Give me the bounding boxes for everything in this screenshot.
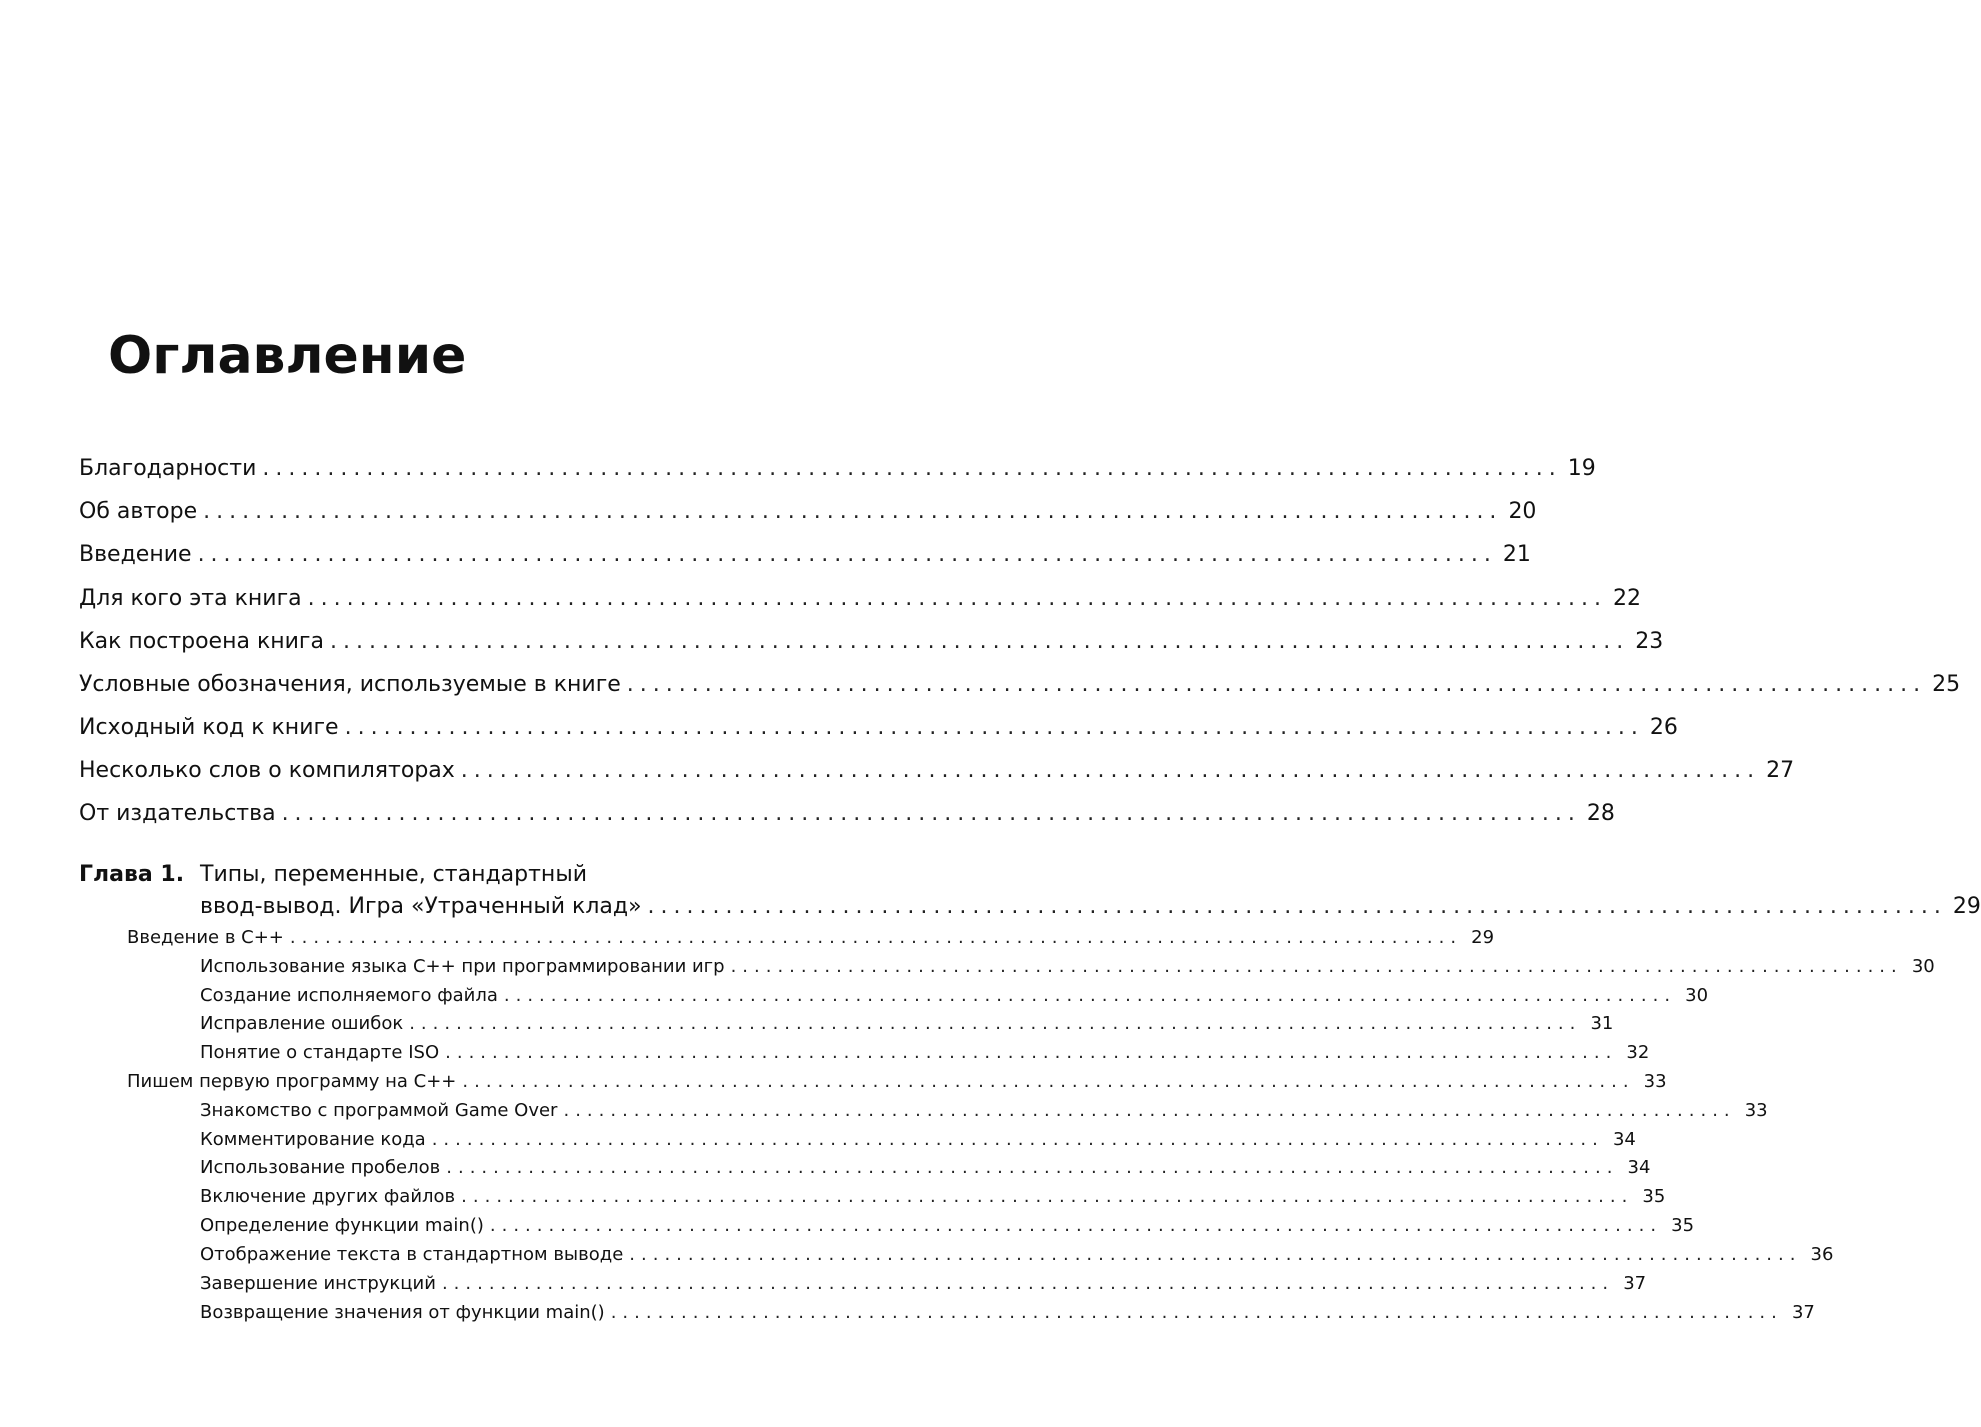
toc-leader: .................................................................................................... bbox=[262, 456, 1562, 481]
toc-subsection[interactable] bbox=[200, 985, 1709, 1006]
toc-subsection[interactable] bbox=[200, 1273, 1647, 1294]
toc-leader: .................................................................................................... bbox=[197, 542, 1497, 567]
toc-subsection[interactable] bbox=[200, 1157, 1651, 1178]
toc-leader: .................................................................................................... bbox=[445, 1042, 1618, 1063]
toc-entry-label: Об авторе bbox=[79, 499, 198, 524]
toc-page-number: 23 bbox=[1635, 629, 1664, 654]
toc-subsection[interactable] bbox=[200, 1013, 1614, 1034]
toc-entry[interactable] bbox=[79, 801, 1615, 826]
toc-subsection-label: Комментирование кода bbox=[200, 1129, 426, 1150]
toc-page-number: 21 bbox=[1502, 542, 1531, 567]
toc-page-number: 19 bbox=[1567, 456, 1596, 481]
toc-entry-label: Исходный код к книге bbox=[79, 715, 339, 740]
toc-leader: .................................................................................................... bbox=[503, 985, 1677, 1006]
toc-leader: .................................................................................................... bbox=[460, 758, 1761, 783]
toc-subsection-label: Использование пробелов bbox=[200, 1157, 441, 1178]
toc-page-number: 37 bbox=[1791, 1302, 1815, 1323]
toc-entry-label: Несколько слов о компиляторах bbox=[79, 758, 455, 783]
toc-page-number: 34 bbox=[1627, 1157, 1651, 1178]
toc-page-number: 30 bbox=[1911, 956, 1935, 977]
toc-page-number: 36 bbox=[1810, 1244, 1834, 1265]
toc-section-label: Введение в C++ bbox=[127, 927, 284, 948]
toc-page-number: 20 bbox=[1508, 499, 1537, 524]
toc-entry-label: Для кого эта книга bbox=[79, 586, 302, 611]
toc-page-number: 34 bbox=[1612, 1129, 1636, 1150]
toc-page-number: 28 bbox=[1586, 801, 1615, 826]
toc-page-number: 29 bbox=[1952, 894, 1981, 919]
toc-page-number: 27 bbox=[1766, 758, 1795, 783]
toc-entry-label: Благодарности bbox=[79, 456, 257, 481]
toc-entry[interactable] bbox=[79, 542, 1531, 567]
toc-entry-label: От издательства bbox=[79, 801, 276, 826]
toc-subsection[interactable] bbox=[200, 1042, 1650, 1063]
toc-leader: .................................................................................................... bbox=[307, 586, 1607, 611]
toc-leader: .................................................................................................... bbox=[446, 1157, 1619, 1178]
toc-leader: .................................................................................................... bbox=[610, 1302, 1783, 1323]
toc-leader: .................................................................................................... bbox=[730, 956, 1903, 977]
toc-leader: .................................................................................................... bbox=[461, 1186, 1634, 1207]
toc-page-number: 31 bbox=[1590, 1013, 1614, 1034]
toc-entry[interactable] bbox=[79, 499, 1537, 524]
toc-page-number: 32 bbox=[1626, 1042, 1650, 1063]
toc-leader: .................................................................................................... bbox=[441, 1273, 1615, 1294]
toc-page-number: 25 bbox=[1932, 672, 1961, 697]
toc-leader: .................................................................................................... bbox=[344, 715, 1644, 740]
toc-subsection-label: Определение функции main() bbox=[200, 1215, 484, 1236]
toc-subsection-label: Использование языка C++ при программировании игр bbox=[200, 956, 725, 977]
toc-subsection[interactable] bbox=[200, 1302, 1815, 1323]
toc-section-label: Пишем первую программу на C++ bbox=[127, 1071, 457, 1092]
toc-subsection-label: Создание исполняемого файла bbox=[200, 985, 498, 1006]
toc-subsection[interactable] bbox=[200, 956, 1935, 977]
toc-entry-label: Условные обозначения, используемые в книге bbox=[79, 672, 621, 697]
toc-leader: .................................................................................................... bbox=[281, 801, 1581, 826]
toc-entry[interactable] bbox=[79, 629, 1664, 654]
toc-subsection-label: Исправление ошибок bbox=[200, 1013, 404, 1034]
toc-leader: .................................................................................................... bbox=[629, 1244, 1802, 1265]
toc-leader: .................................................................................................... bbox=[289, 927, 1463, 948]
toc-subsection-label: Включение других файлов bbox=[200, 1186, 456, 1207]
toc-page-number: 26 bbox=[1649, 715, 1678, 740]
toc-section[interactable] bbox=[127, 927, 1495, 948]
toc-entry-label: Как построена книга bbox=[79, 629, 324, 654]
toc-page-number: 33 bbox=[1744, 1100, 1768, 1121]
toc-page-number: 37 bbox=[1623, 1273, 1647, 1294]
toc-subsection-label: Понятие о стандарте ISO bbox=[200, 1042, 440, 1063]
toc-leader: .................................................................................................... bbox=[203, 499, 1503, 524]
toc-entry[interactable] bbox=[79, 715, 1678, 740]
toc-leader: .................................................................................................... bbox=[462, 1071, 1635, 1092]
toc-leader: .................................................................................................... bbox=[409, 1013, 1582, 1034]
toc-leader: .................................................................................................... bbox=[626, 672, 1927, 697]
toc-leader: .................................................................................................... bbox=[489, 1215, 1663, 1236]
toc-leader: .................................................................................................... bbox=[563, 1100, 1736, 1121]
toc-entry[interactable] bbox=[79, 758, 1795, 783]
toc-page-number: 33 bbox=[1643, 1071, 1667, 1092]
toc-subsection[interactable] bbox=[200, 1215, 1695, 1236]
toc-subsection-label: Знакомство с программой Game Over bbox=[200, 1100, 558, 1121]
toc-page-number: 29 bbox=[1471, 927, 1495, 948]
chapter-entry[interactable] bbox=[200, 894, 1981, 919]
chapter-number: Глава 1. bbox=[79, 862, 185, 887]
toc-page-number: 22 bbox=[1612, 586, 1641, 611]
toc-subsection-label: Возвращение значения от функции main() bbox=[200, 1302, 605, 1323]
toc-entry[interactable] bbox=[79, 586, 1641, 611]
toc-leader: .................................................................................................... bbox=[431, 1129, 1604, 1150]
toc-page-number: 30 bbox=[1685, 985, 1709, 1006]
toc-section[interactable] bbox=[127, 1071, 1667, 1092]
toc-leader: .................................................................................................... bbox=[329, 629, 1630, 654]
chapter-title-line1: Типы, переменные, стандартный bbox=[200, 862, 587, 887]
toc-entry[interactable] bbox=[79, 456, 1596, 481]
toc-subsection[interactable] bbox=[200, 1186, 1666, 1207]
toc-entry-label: Введение bbox=[79, 542, 192, 567]
toc-subsection[interactable] bbox=[200, 1129, 1636, 1150]
toc-leader: .................................................................................................... bbox=[647, 894, 1947, 919]
toc-entry[interactable] bbox=[79, 672, 1961, 697]
page-title: Оглавление bbox=[108, 326, 467, 386]
toc-page-number: 35 bbox=[1642, 1186, 1666, 1207]
toc-page-number: 35 bbox=[1671, 1215, 1695, 1236]
chapter-heading bbox=[79, 862, 587, 887]
chapter-title-line2: ввод-вывод. Игра «Утраченный клад» bbox=[200, 894, 642, 919]
toc-subsection[interactable] bbox=[200, 1100, 1768, 1121]
toc-subsection-label: Отображение текста в стандартном выводе bbox=[200, 1244, 624, 1265]
toc-subsection[interactable] bbox=[200, 1244, 1834, 1265]
toc-subsection-label: Завершение инструкций bbox=[200, 1273, 436, 1294]
